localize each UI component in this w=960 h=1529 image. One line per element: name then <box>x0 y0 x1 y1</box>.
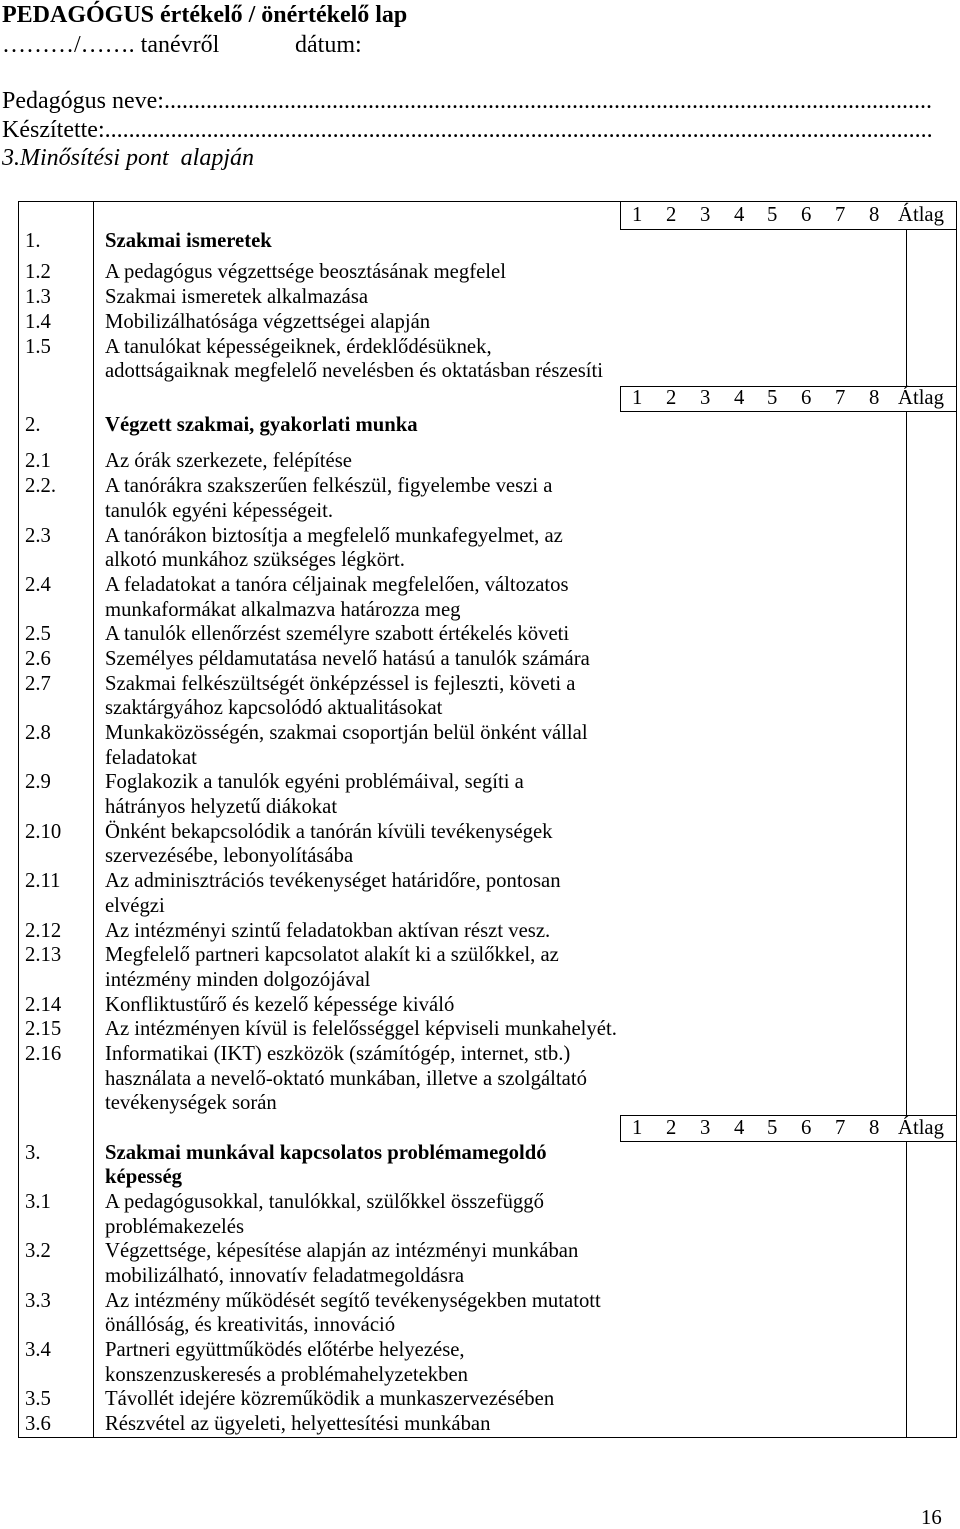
rating-scale-label: 3 <box>700 1116 711 1139</box>
criterion-number: 3.5 <box>25 1388 51 1411</box>
rating-scale-label: 8 <box>869 1116 880 1139</box>
criterion-text-line: hátrányos helyzetű diákokat <box>105 796 338 819</box>
criterion-text-line: Szakmai ismeretek alkalmazása <box>105 286 369 309</box>
criterion-text-line: Az intézményi szintű feladatokban aktívan részt vesz. <box>105 919 551 942</box>
average-column-divider <box>906 411 907 1115</box>
criterion-text-line: munkaformákat alkalmazva határozza meg <box>105 598 461 621</box>
rating-scale-header <box>620 203 956 228</box>
rating-scale-label: 7 <box>835 1116 846 1139</box>
criterion-text-line: Az intézmény működését segítő tevékenységekben mutatott <box>105 1289 601 1312</box>
criterion-number: 1.2 <box>25 261 51 284</box>
criterion-text-line: A pedagógus végzettsége beosztásának megfelel <box>105 261 506 284</box>
criterion-text-line: használata a nevelő-oktató munkában, illetve a szolgáltató <box>105 1067 587 1090</box>
criterion-text-line: Partneri együttműködés előtérbe helyezése, <box>105 1339 465 1361</box>
criterion-text-line: Foglakozik a tanulók egyéni problémáival, segíti a <box>105 771 524 794</box>
section-title <box>105 1141 620 1190</box>
criteria-section <box>0 229 620 384</box>
section-number: 3. <box>25 1141 41 1164</box>
rating-scale-label: 5 <box>767 203 778 226</box>
criterion-number: 2.10 <box>25 820 62 843</box>
criterion-row <box>0 721 620 770</box>
criterion-number: 2.16 <box>25 1042 62 1065</box>
criterion-number: 3.1 <box>25 1190 51 1213</box>
criterion-text <box>105 310 620 335</box>
criterion-text <box>105 474 620 523</box>
criterion-row <box>0 943 620 992</box>
criterion-text <box>105 285 620 310</box>
criterion-text-line: Az adminisztrációs tevékenységet határidőre, pontosan <box>105 870 561 893</box>
criterion-text <box>105 1338 620 1387</box>
criterion-text-line: tanulók egyéni képességeit. <box>105 499 334 522</box>
criterion-text <box>105 335 620 384</box>
rating-scale-label: 2 <box>666 1116 677 1139</box>
page-number: 16 <box>921 1507 942 1529</box>
criterion-text <box>105 1042 620 1116</box>
criterion-text-line: problémakezelés <box>105 1215 244 1238</box>
criterion-text <box>105 993 620 1018</box>
criterion-text <box>105 260 620 285</box>
criterion-row <box>0 573 620 622</box>
criterion-row <box>0 474 620 523</box>
criterion-number: 1.3 <box>25 286 51 309</box>
criterion-text <box>105 672 620 721</box>
criterion-row <box>0 672 620 721</box>
section-title <box>105 229 620 254</box>
rating-scale-label: 4 <box>734 1116 745 1139</box>
criterion-text-line: szaktárgyához kapcsolódó aktualitásokat <box>105 697 443 720</box>
criterion-row <box>0 993 620 1018</box>
criterion-text-line: Végzettsége, képesítése alapján az intézményi munkában <box>105 1240 579 1263</box>
rating-scale-label: 2 <box>666 203 677 226</box>
criterion-row <box>0 524 620 573</box>
criterion-number: 2.9 <box>25 771 51 794</box>
criterion-text-line: szervezésébe, lebonyolításába <box>105 845 354 868</box>
criterion-text-line: A tanulókat képességeiknek, érdeklődésüknek, <box>105 335 492 358</box>
criterion-row <box>0 335 620 384</box>
teacher-name-field: Pedagógus neve:................................................................................................................................ <box>2 88 932 114</box>
rating-scale-label: 5 <box>767 1116 778 1139</box>
criterion-text-line: Munkaközösségén, szakmai csoportján belül önként vállal <box>105 722 588 745</box>
criterion-row <box>0 647 620 672</box>
date-label: dátum: <box>295 32 362 58</box>
criterion-text <box>105 622 620 647</box>
criterion-text <box>105 1239 620 1288</box>
section-heading <box>0 1141 620 1190</box>
evaluation-basis: 3.Minősítési pont alapján <box>2 145 254 171</box>
rating-scale-label: 6 <box>801 386 812 409</box>
criterion-text-line: Az intézményen kívül is felelősséggel képviseli munkahelyét. <box>105 1018 617 1041</box>
criterion-text-line: A tanórákon biztosítja a megfelelő munkafegyelmet, az <box>105 524 563 547</box>
criterion-text <box>105 1387 620 1412</box>
criterion-number: 1.5 <box>25 335 51 358</box>
criterion-text <box>105 1190 620 1239</box>
criterion-number: 2.2. <box>25 475 57 498</box>
rating-scale-label: Átlag <box>898 1116 944 1139</box>
criterion-row <box>0 449 620 474</box>
criterion-number: 2.11 <box>25 870 61 893</box>
rating-scale-label: 8 <box>869 203 880 226</box>
criterion-number: 2.15 <box>25 1018 62 1041</box>
rating-scale-label: 1 <box>632 203 643 226</box>
criterion-text-line: Az órák szerkezete, felépítése <box>105 450 352 473</box>
criterion-number: 3.6 <box>25 1413 51 1436</box>
criterion-row <box>0 1042 620 1116</box>
section-number: 1. <box>25 229 41 252</box>
section-title-line: képesség <box>105 1166 183 1189</box>
rating-scale-header <box>620 386 956 411</box>
criterion-text <box>105 1017 620 1042</box>
criterion-text-line: Informatikai (IKT) eszközök (számítógép, internet, stb.) <box>105 1042 571 1065</box>
section-heading <box>0 413 620 438</box>
rating-scale-label: 1 <box>632 1116 643 1139</box>
criterion-text-line: alkotó munkához szükséges légkört. <box>105 549 405 572</box>
criterion-text-line: A pedagógusokkal, tanulókkal, szülőkkel összefüggő <box>105 1190 544 1213</box>
criterion-text <box>105 919 620 944</box>
rating-scale-label: 6 <box>801 203 812 226</box>
criterion-row <box>0 1387 620 1412</box>
criterion-number: 2.7 <box>25 672 51 695</box>
section-heading <box>0 229 620 254</box>
criterion-text <box>105 943 620 992</box>
section-title-line: Szakmai ismeretek <box>105 229 272 252</box>
criterion-number: 2.12 <box>25 919 62 942</box>
rating-scale-label: 4 <box>734 386 745 409</box>
criterion-number: 2.4 <box>25 573 51 596</box>
criterion-text <box>105 721 620 770</box>
section-title-line: Végzett szakmai, gyakorlati munka <box>105 413 418 436</box>
criterion-text-line: Megfelelő partneri kapcsolatot alakít ki a szülőkkel, az <box>105 944 559 967</box>
criterion-row <box>0 1190 620 1239</box>
criterion-text-line: Részvétel az ügyeleti, helyettesítési munkában <box>105 1413 491 1436</box>
criterion-row <box>0 1289 620 1338</box>
rating-scale-label: Átlag <box>898 203 944 226</box>
section-title <box>105 413 620 438</box>
criterion-row <box>0 869 620 918</box>
criterion-row <box>0 919 620 944</box>
rating-scale-label: 2 <box>666 386 677 409</box>
criterion-text-line: Önként bekapcsolódik a tanórán kívüli tevékenységek <box>105 820 553 843</box>
criterion-text-line: Mobilizálhatósága végzettségei alapján <box>105 310 431 333</box>
criterion-row <box>0 1412 620 1437</box>
criterion-number: 2.6 <box>25 647 51 670</box>
criterion-row <box>0 285 620 310</box>
criterion-text-line: önállóság, és kreativitás, innováció <box>105 1314 396 1337</box>
criterion-text <box>105 1412 620 1437</box>
criterion-number: 2.5 <box>25 623 51 646</box>
criterion-row <box>0 1239 620 1288</box>
rating-scale-label: 7 <box>835 203 846 226</box>
criterion-row <box>0 1338 620 1387</box>
criterion-text-line: konszenzuskeresés a problémahelyzetekben <box>105 1363 469 1386</box>
criterion-text-line: Személyes példamutatása nevelő hatású a tanulók számára <box>105 647 590 670</box>
criterion-text <box>105 573 620 622</box>
criterion-text-line: intézmény minden dolgozójával <box>105 968 371 991</box>
rating-scale-label: 1 <box>632 386 643 409</box>
rating-scale-label: 3 <box>700 386 711 409</box>
criterion-text-line: elvégzi <box>105 894 165 917</box>
criterion-text-line: Távollét idejére közreműködik a munkaszervezésében <box>105 1388 555 1411</box>
criterion-text-line: Szakmai felkészültségét önképzéssel is fejleszti, követi a <box>105 672 576 695</box>
criterion-number: 2.1 <box>25 450 51 473</box>
school-year-field: ………/……. tanévről <box>2 32 220 58</box>
rating-scale-label: 7 <box>835 386 846 409</box>
rating-scale-label: Átlag <box>898 386 944 409</box>
criterion-text <box>105 770 620 819</box>
criterion-text <box>105 1289 620 1338</box>
criterion-row <box>0 1017 620 1042</box>
criterion-row <box>0 622 620 647</box>
criterion-row <box>0 310 620 335</box>
criteria-section <box>0 413 620 1117</box>
rating-scale-label: 3 <box>700 203 711 226</box>
criterion-text-line: A tanórákra szakszerűen felkészül, figyelembe veszi a <box>105 475 553 498</box>
average-column-divider <box>906 1141 907 1437</box>
rating-scale-label: 4 <box>734 203 745 226</box>
criterion-number: 3.3 <box>25 1289 51 1312</box>
rating-scale-label: 5 <box>767 386 778 409</box>
average-column-divider <box>906 229 907 386</box>
rating-scale-label: 6 <box>801 1116 812 1139</box>
criterion-number: 3.4 <box>25 1339 51 1361</box>
criterion-number: 1.4 <box>25 310 51 333</box>
criterion-text <box>105 647 620 672</box>
criterion-text-line: adottságaiknak megfelelő nevelésben és oktatásban részesíti <box>105 360 604 383</box>
document-title: PEDAGÓGUS értékelő / önértékelő lap <box>2 2 408 28</box>
criterion-row <box>0 770 620 819</box>
section-number: 2. <box>25 413 41 436</box>
criterion-number: 2.3 <box>25 524 51 547</box>
criterion-text-line: tevékenységek során <box>105 1092 277 1115</box>
criterion-text <box>105 820 620 869</box>
criterion-text <box>105 869 620 918</box>
criterion-text-line: A tanulók ellenőrzést személyre szabott értékelés követi <box>105 623 570 646</box>
criterion-text-line: Konfliktustűrő és kezelő képessége kiváló <box>105 993 455 1016</box>
criterion-text-line: feladatokat <box>105 746 197 769</box>
criterion-text-line: A feladatokat a tanóra céljainak megfelelően, változatos <box>105 573 569 596</box>
criterion-text <box>105 524 620 573</box>
criterion-number: 2.13 <box>25 944 62 967</box>
criterion-number: 3.2 <box>25 1240 51 1263</box>
criterion-row <box>0 820 620 869</box>
criteria-section <box>0 1141 620 1437</box>
criterion-text <box>105 449 620 474</box>
prepared-by-field: Készítette:.......................................................................................................................................... <box>2 117 933 143</box>
criterion-number: 2.8 <box>25 722 51 745</box>
rating-scale-header <box>620 1116 956 1141</box>
criterion-text-line: mobilizálható, innovatív feladatmegoldásra <box>105 1264 465 1287</box>
criterion-row <box>0 260 620 285</box>
criterion-number: 2.14 <box>25 993 62 1016</box>
rating-scale-label: 8 <box>869 386 880 409</box>
section-title-line: Szakmai munkával kapcsolatos problémamegoldó <box>105 1141 547 1164</box>
